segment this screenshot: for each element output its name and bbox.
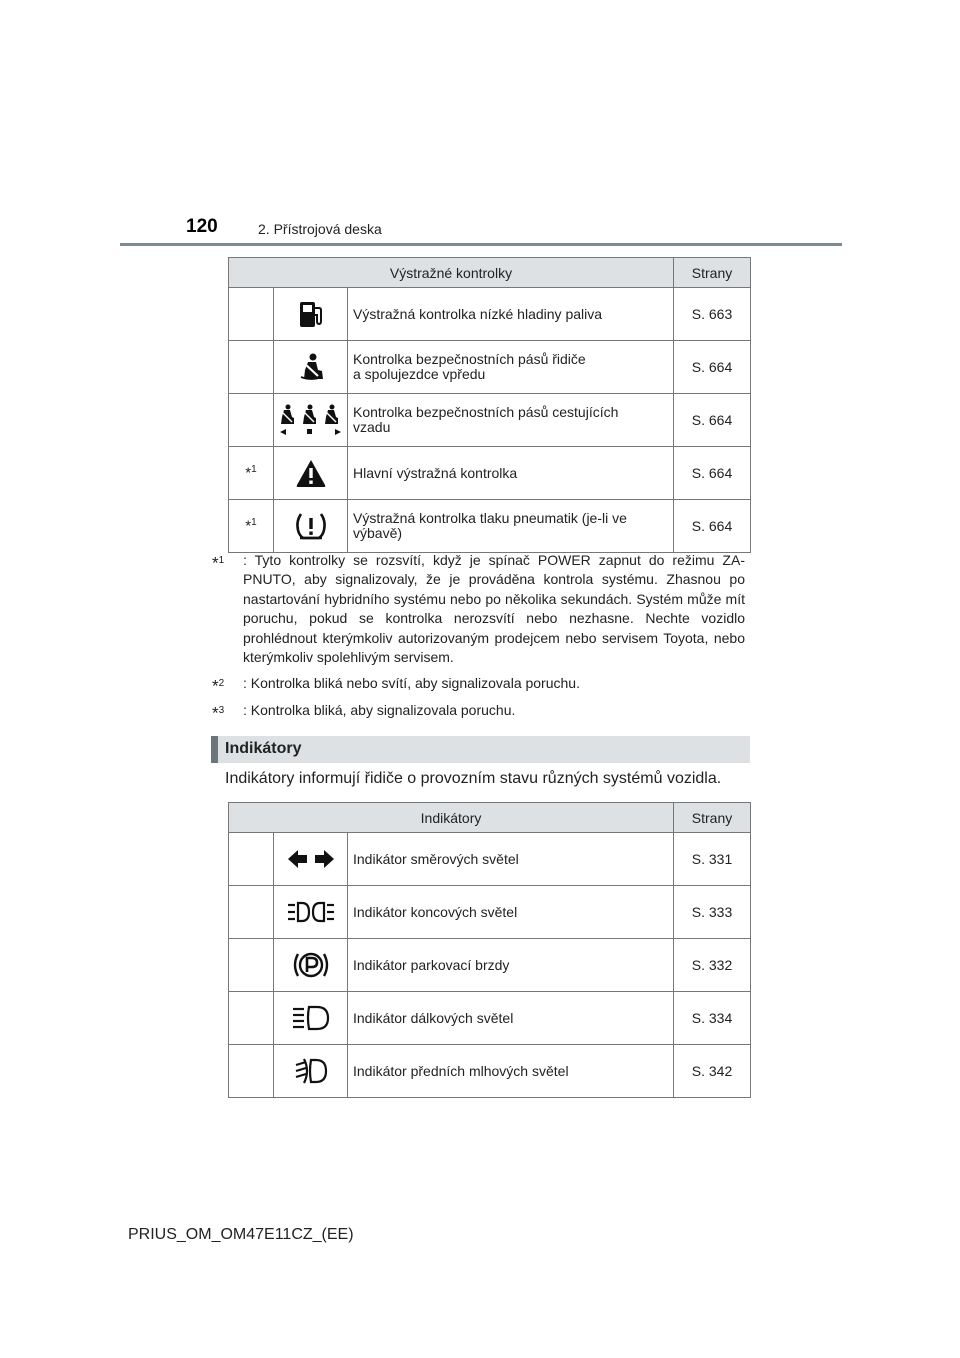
description-line: Výstražná kontrolka tlaku pneumatik (je-li ve (353, 510, 627, 526)
warning-lights-table (228, 257, 751, 553)
footnote (212, 551, 745, 667)
description-cell (348, 341, 674, 394)
page-reference: S. 331 (674, 833, 751, 886)
description-cell: Indikátor dálkových světel (348, 992, 674, 1045)
footnote-mark-cell (229, 833, 274, 886)
section-title: Indikátory (225, 740, 302, 757)
description-line: Hlavní výstražná kontrolka (353, 464, 518, 481)
parking-brake-icon (291, 949, 331, 981)
tail-light-icon (286, 900, 336, 924)
footnote (212, 701, 745, 723)
page-number: 120 (186, 216, 218, 237)
page-reference: S. 664 (674, 341, 751, 394)
table-row (229, 992, 751, 1045)
footnote-mark-cell (229, 447, 274, 500)
front-fog-light-icon (293, 1057, 329, 1085)
column-header-indicators: Indikátory (229, 803, 674, 833)
footnotes (212, 551, 745, 727)
description-cell: Indikátor směrových světel (348, 833, 674, 886)
footnote-key: *$^3$ (212, 703, 225, 723)
footnote-number: 3 (218, 704, 225, 716)
table-row (229, 833, 751, 886)
footnote-mark-cell (229, 500, 274, 553)
description-cell (348, 447, 674, 500)
icon-cell (274, 341, 348, 394)
footnote-mark-cell (229, 394, 274, 447)
description-cell (348, 394, 674, 447)
description-line: vzadu (353, 419, 391, 435)
icon-cell (274, 288, 348, 341)
turn-signal-icon (287, 848, 335, 870)
description-cell (348, 288, 674, 341)
page-reference: S. 664 (674, 447, 751, 500)
icon-cell (274, 500, 348, 553)
footnote-key: *$^2$ (212, 677, 225, 697)
asterisk-icon: * (245, 517, 252, 535)
table-row (229, 394, 751, 447)
high-beam-icon (290, 1005, 332, 1031)
page-reference: S. 332 (674, 939, 751, 992)
icon-cell (274, 939, 348, 992)
icon-cell (274, 833, 348, 886)
icon-cell (274, 886, 348, 939)
description-line: výbavě) (353, 525, 403, 541)
table-row (229, 886, 751, 939)
column-header-warning-lights: Výstražné kontrolky (229, 258, 674, 288)
footnote-mark-cell (229, 992, 274, 1045)
footnote-number: 1 (251, 517, 257, 529)
section-intro: Indikátory informují řidiče o provozním stavu různých systémů vozidla. (225, 770, 722, 787)
footnote-key: *$^1$ (212, 553, 225, 573)
seatbelt-icon (296, 352, 326, 382)
description-cell: Indikátor koncových světel (348, 886, 674, 939)
footnote-mark-cell (229, 341, 274, 394)
description-line: Výstražná kontrolka nízké hladiny paliva (353, 305, 603, 322)
icon-cell (274, 447, 348, 500)
footnote-mark-cell (229, 939, 274, 992)
icon-cell (274, 394, 348, 447)
page-reference: S. 333 (674, 886, 751, 939)
table-row (229, 341, 751, 394)
footnote-mark-cell (229, 886, 274, 939)
rear-seatbelt-icon (278, 403, 344, 437)
section-heading (211, 736, 750, 763)
master-warning-icon (295, 458, 327, 488)
page-reference: S. 663 (674, 288, 751, 341)
page-reference: S. 334 (674, 992, 751, 1045)
icon-cell (274, 1045, 348, 1098)
footnote-mark-cell (229, 1045, 274, 1098)
page-reference: S. 664 (674, 394, 751, 447)
document-code: PRIUS_OM_OM47E11CZ_(EE) (128, 1226, 354, 1243)
page-reference: S. 664 (674, 500, 751, 553)
footnote-mark-cell (229, 288, 274, 341)
footnote-number: 2 (218, 678, 225, 690)
low-fuel-icon (296, 299, 326, 329)
description-cell: Indikátor předních mlhových světel (348, 1045, 674, 1098)
description-line: Kontrolka bezpečnostních pásů řidiče (353, 351, 586, 367)
description-line: Kontrolka bezpečnostních pásů cestujících (353, 404, 619, 420)
asterisk-icon: * (245, 464, 252, 482)
table-row (229, 447, 751, 500)
chapter-title: 2. Přístrojová deska (258, 221, 382, 237)
table-row (229, 288, 751, 341)
description-cell: Indikátor parkovací brzdy (348, 939, 674, 992)
description-line: a spolujezdce vpředu (353, 366, 486, 382)
indicators-table (228, 802, 751, 1098)
column-header-pages: Strany (674, 803, 751, 833)
tire-pressure-icon (294, 510, 328, 542)
footnote-text: : Tyto kontrolky se rozsvítí, když je spínač POWER zapnut do režimu ZA-PNUTO, aby signalizovaly, že je prováděna kontrola systému. Zhasnou po nastartování hybridního systému nebo po několika sekundách. Systém může mít poruchu, pokud se kontrolka nerozsvítí nebo nezhasne. Nechte vozidlo prohlédnout kterýmkoliv autorizovaným prodejcem nebo servisem Toyota, nebo kterýmkoliv spolehlivým servisem. (243, 552, 745, 666)
description-cell (348, 500, 674, 553)
footnote (212, 674, 745, 697)
footnote-number: 1 (218, 555, 225, 566)
table-row (229, 500, 751, 553)
header-rule (120, 243, 842, 246)
page-reference: S. 342 (674, 1045, 751, 1098)
footnote-text: : Kontrolka bliká nebo svítí, aby signalizovala poruchu. (243, 675, 580, 692)
table-row (229, 1045, 751, 1098)
column-header-pages: Strany (674, 258, 751, 288)
footnote-text: : Kontrolka bliká, aby signalizovala poruchu. (243, 701, 516, 718)
footnote-number: 1 (251, 464, 257, 476)
icon-cell (274, 992, 348, 1045)
table-row (229, 939, 751, 992)
